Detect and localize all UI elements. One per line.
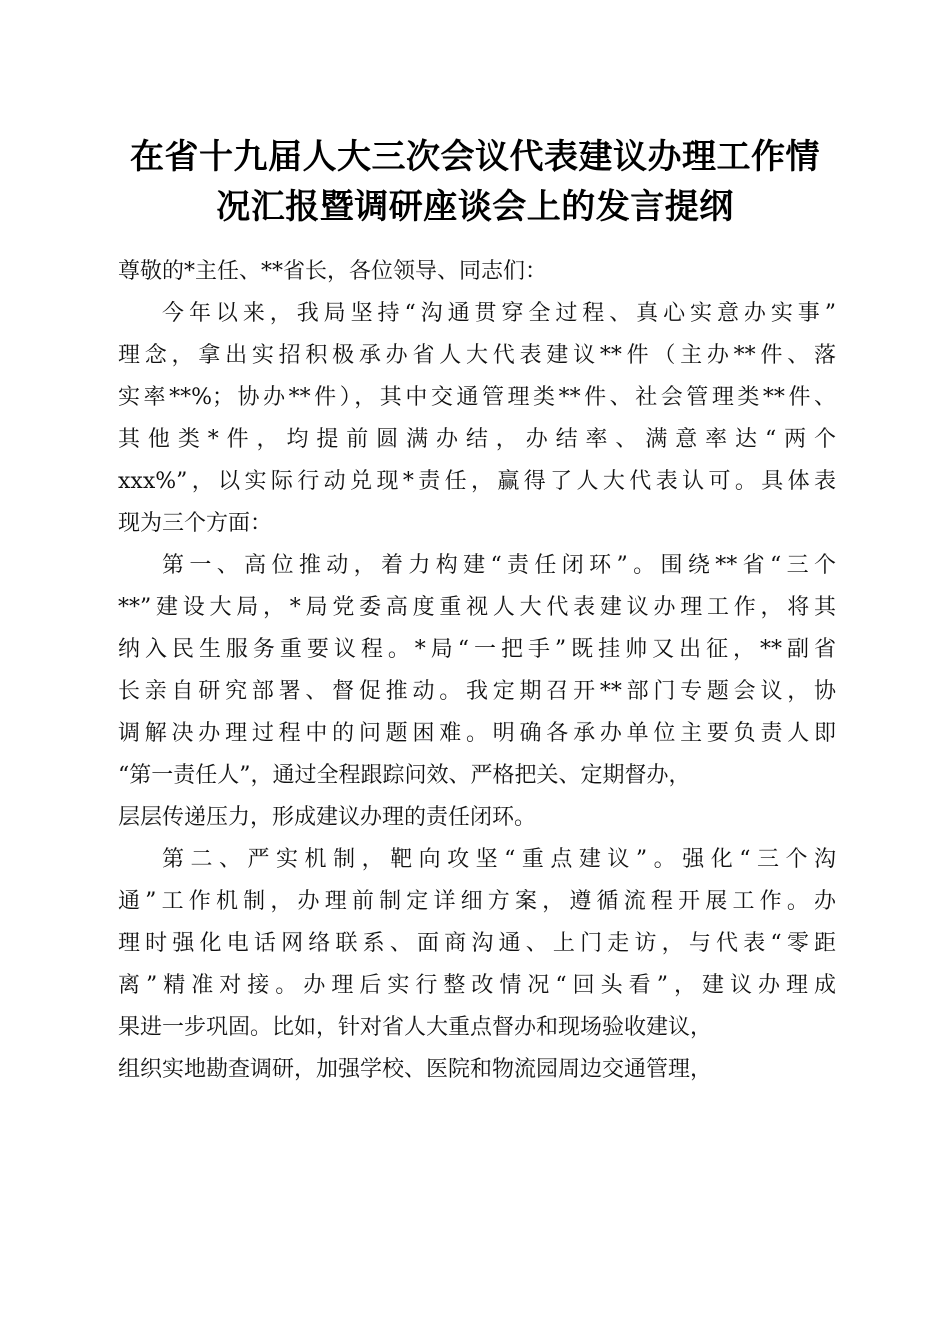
text-line: 果进一步巩固。比如，针对省人大重点督办和现场验收建议， bbox=[118, 1015, 713, 1040]
text-line: 理念，拿出实招积极承办省人大代表建议**件（主办**件、落 bbox=[118, 343, 836, 368]
text-line: 理时强化电话网络联系、面商沟通、上门走访，与代表“零距 bbox=[118, 931, 836, 956]
text-line: 调解决办理过程中的问题困难。明确各承办单位主要负责人即 bbox=[118, 721, 836, 746]
text-line: 组织实地勘查调研，加强学校、医院和物流园周边交通管理， bbox=[118, 1057, 713, 1082]
title-line: 在省十九届人大三次会议代表建议办理工作情 bbox=[130, 137, 820, 177]
text-line: 纳入民生服务重要议程。*局“一把手”既挂帅又出征，**副省 bbox=[118, 637, 836, 662]
text-line: 层层传递压力，形成建议办理的责任闭环。 bbox=[118, 805, 537, 830]
text-line: 其他类*件，均提前圆满办结，办结率、满意率达“两个 bbox=[118, 427, 836, 452]
text-line: 今年以来，我局坚持“沟通贯穿全过程、真心实意办实事” bbox=[162, 301, 836, 326]
paragraph-intro bbox=[118, 293, 836, 545]
text-line: 第一、高位推动，着力构建“责任闭环”。围绕**省“三个 bbox=[162, 553, 836, 578]
document-body bbox=[118, 251, 836, 1091]
text-line: xxx%”，以实际行动兑现*责任，赢得了人大代表认可。具体表 bbox=[118, 469, 836, 494]
text-line: 第二、严实机制，靶向攻坚“重点建议”。强化“三个沟 bbox=[162, 847, 836, 872]
text-line: 实率**%；协办**件），其中交通管理类**件、社会管理类**件、 bbox=[118, 385, 836, 410]
text-line: “第一责任人”，通过全程跟踪问效、严格把关、定期督办， bbox=[118, 763, 691, 788]
salutation: 尊敬的*主任、**省长，各位领导、同志们： bbox=[118, 259, 548, 284]
title-line: 况汇报暨调研座谈会上的发言提纲 bbox=[216, 187, 734, 227]
text-line: 通”工作机制，办理前制定详细方案，遵循流程开展工作。办 bbox=[118, 889, 836, 914]
text-line: 长亲自研究部署、督促推动。我定期召开**部门专题会议，协 bbox=[118, 679, 836, 704]
paragraph-point-two bbox=[118, 839, 836, 1091]
text-line: 现为三个方面： bbox=[118, 511, 273, 536]
document-title bbox=[110, 132, 840, 232]
paragraph-point-one bbox=[118, 545, 836, 839]
text-line: 离”精准对接。办理后实行整改情况“回头看”，建议办理成 bbox=[118, 973, 836, 998]
text-line: **”建设大局，*局党委高度重视人大代表建议办理工作，将其 bbox=[118, 595, 836, 620]
